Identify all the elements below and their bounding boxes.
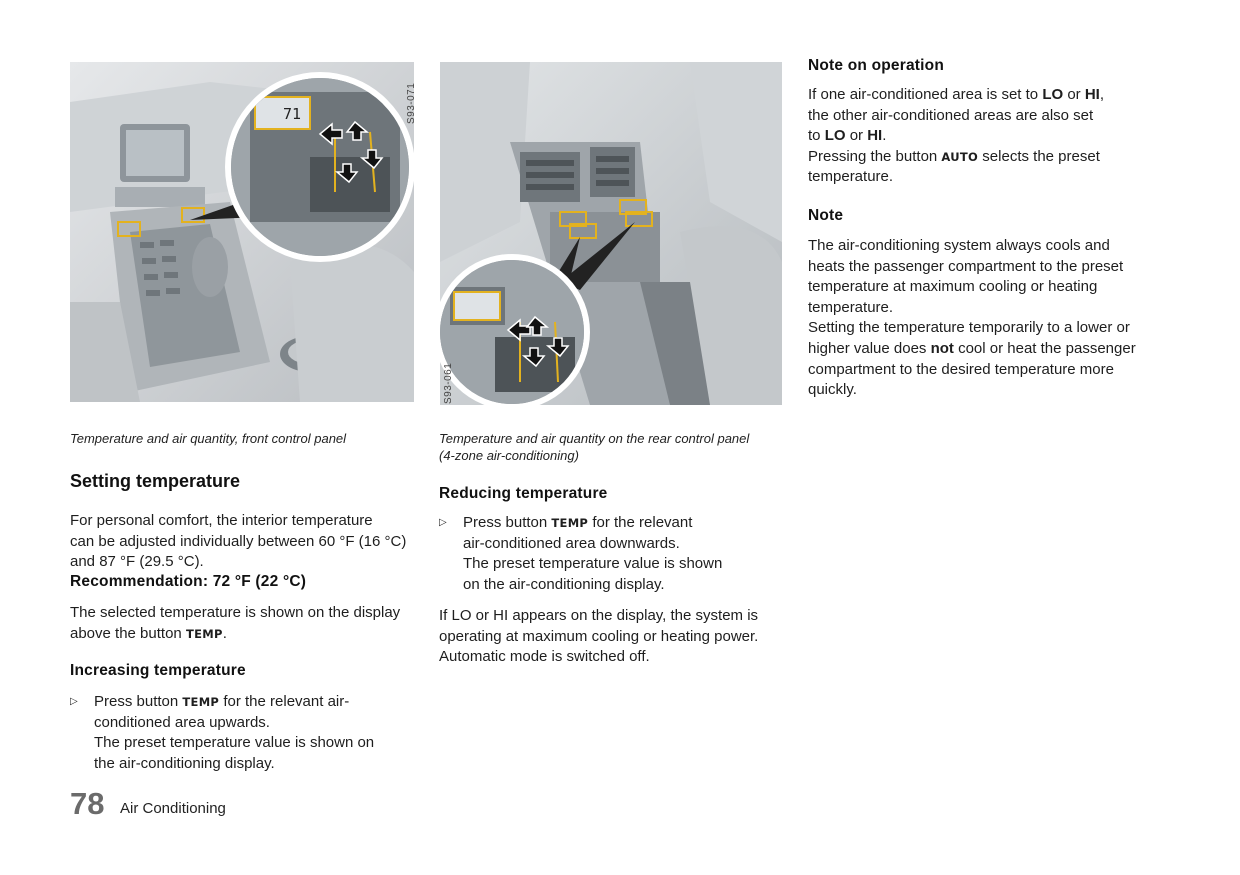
reduce-line	[463, 513, 722, 534]
display-line	[70, 624, 415, 645]
intro-line: can be adjusted individually between 60 °F (16 °C)	[70, 532, 407, 550]
operation-line: temperature.	[808, 168, 894, 186]
display-line: The selected temperature is shown on the display	[70, 604, 401, 621]
auto-button-label: AUTO	[941, 149, 979, 164]
front-figure-code: S93-071	[406, 82, 417, 124]
reduce-line: on the air-conditioning display.	[463, 575, 665, 593]
operation-line: the other air-conditioned areas are also set	[808, 106, 1094, 124]
increase-line: the air-conditioning display.	[94, 754, 275, 772]
rear-panel-illustration	[440, 62, 782, 405]
increase-line: The preset temperature value is shown on	[94, 734, 375, 752]
hi-label: HI	[867, 127, 883, 145]
front-panel-illustration	[70, 62, 414, 402]
note-line: temperature.	[808, 298, 894, 316]
reduce-line: The preset temperature value is shown	[463, 555, 723, 573]
note-on-operation-heading: Note on operation	[808, 57, 945, 74]
reduce-step	[439, 513, 784, 597]
page-number: 78	[70, 786, 105, 821]
increasing-temperature-heading: Increasing temperature	[70, 662, 246, 679]
note-line: The air-conditioning system always cools and	[808, 237, 1110, 254]
note-line: Setting the temperature temporarily to a lower or	[808, 319, 1130, 337]
rear-figure-code: S93-061	[443, 362, 454, 404]
lo-hi-line: Automatic mode is switched off.	[439, 648, 650, 666]
lo-hi-line: operating at maximum cooling or heating power.	[439, 627, 759, 645]
lo-label: LO	[1042, 86, 1064, 103]
lo-hi-line: If LO or HI appears on the display, the system is	[439, 607, 759, 624]
note-line: heats the passenger compartment to the preset	[808, 257, 1124, 275]
display-paragraph	[70, 603, 415, 644]
operation-line	[808, 85, 1168, 106]
display-line-post: .	[222, 624, 227, 642]
operation-line	[808, 126, 1168, 147]
intro-line: and 87 °F (29.5 °C).	[70, 553, 204, 571]
operation-paragraph	[808, 85, 1168, 188]
increase-line-pre: Press button	[94, 693, 183, 710]
temp-button-label: TEMP	[551, 516, 589, 530]
note-paragraph	[808, 236, 1168, 401]
increase-line	[94, 692, 374, 713]
note-line: temperature at maximum cooling or heating	[808, 278, 1098, 296]
note-text: cool or heat the passenger	[953, 339, 1136, 357]
note-text: higher value does	[808, 339, 931, 357]
note-line: compartment to the desired temperature more	[808, 360, 1114, 378]
operation-text: ,	[1099, 86, 1105, 103]
front-figure-caption: Temperature and air quantity, front control panel	[70, 431, 347, 446]
note-heading: Note	[808, 207, 844, 224]
section-title: Air Conditioning	[120, 800, 226, 817]
setting-temperature-heading: Setting temperature	[70, 471, 241, 491]
temp-button-label: TEMP	[185, 626, 223, 641]
hi-label: HI	[1084, 86, 1100, 103]
operation-text: or	[845, 127, 868, 145]
reducing-temperature-heading: Reducing temperature	[439, 485, 608, 502]
note-line: quickly.	[808, 381, 857, 399]
operation-text: .	[882, 127, 887, 145]
operation-text: selects the preset	[978, 147, 1100, 165]
note-emphasis: not	[930, 339, 954, 357]
increase-step	[70, 692, 415, 776]
lo-label: LO	[824, 127, 846, 145]
intro-paragraph	[70, 511, 415, 573]
lo-hi-paragraph	[439, 606, 784, 668]
front-display-value: 71	[283, 105, 302, 123]
increase-line-post: for the relevant air-	[219, 693, 350, 710]
temp-button-label: TEMP	[182, 695, 220, 709]
increase-line: conditioned area upwards.	[94, 713, 270, 731]
reduce-line-pre: Press button	[463, 514, 552, 531]
operation-text: Pressing the button	[808, 147, 942, 165]
bullet-triangle-icon: ▷	[439, 517, 447, 528]
reduce-line-post: for the relevant	[588, 514, 693, 531]
rear-figure-caption-line1: Temperature and air quantity on the rear control panel	[439, 431, 750, 446]
display-line-pre: above the button	[70, 624, 186, 642]
recommendation-text: Recommendation: 72 °F (22 °C)	[70, 573, 307, 590]
operation-text: If one air-conditioned area is set to	[808, 86, 1043, 103]
note-line	[808, 339, 1168, 360]
intro-line: For personal comfort, the interior temperature	[70, 512, 373, 529]
reduce-line: air-conditioned area downwards.	[463, 534, 680, 552]
operation-line	[808, 147, 1168, 168]
bullet-triangle-icon: ▷	[70, 696, 78, 707]
operation-text: to	[808, 127, 825, 145]
rear-figure-caption-line2: (4-zone air-conditioning)	[439, 448, 579, 463]
operation-text: or	[1063, 86, 1085, 103]
